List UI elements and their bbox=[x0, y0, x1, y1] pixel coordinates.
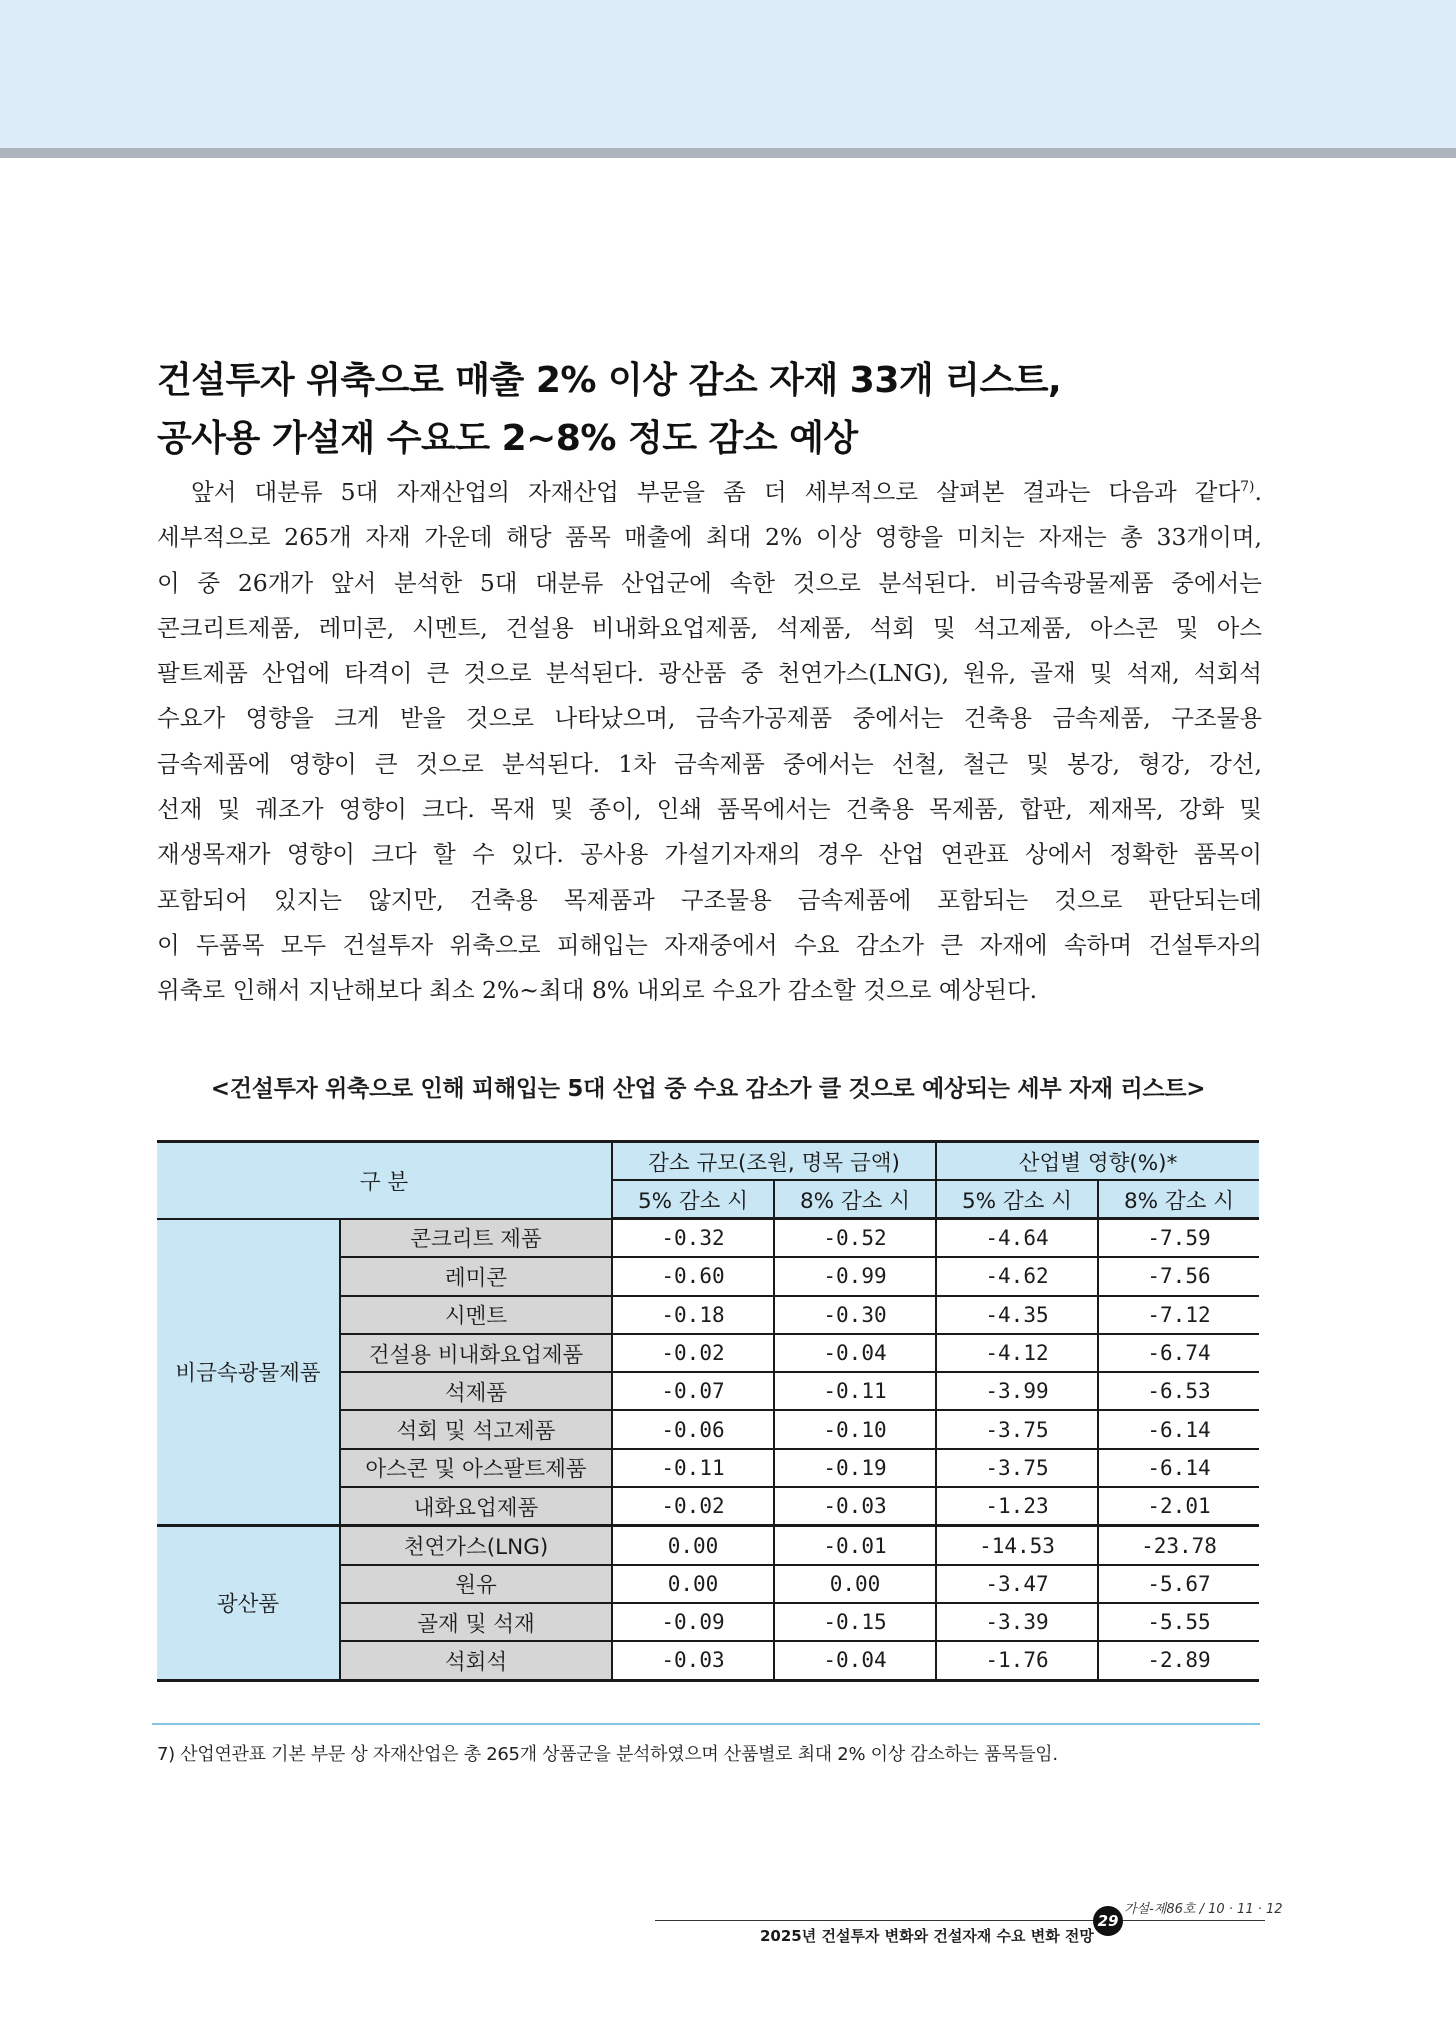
value-cell: -4.64 bbox=[936, 1219, 1098, 1258]
value-cell: -0.11 bbox=[612, 1449, 774, 1487]
journal-label: 가설-제86호 / 10 · 11 · 12 bbox=[1124, 1902, 1283, 1917]
item-name-cell: 석제품 bbox=[340, 1372, 612, 1410]
value-cell: -0.02 bbox=[612, 1487, 774, 1526]
subheader-5pct: 5% 감소 시 bbox=[612, 1180, 774, 1219]
value-cell: -0.03 bbox=[612, 1641, 774, 1680]
value-cell: -14.53 bbox=[936, 1526, 1098, 1565]
value-cell: -7.56 bbox=[1098, 1257, 1259, 1295]
group-name-cell: 비금속광물제품 bbox=[157, 1219, 340, 1526]
material-table bbox=[157, 1140, 1259, 1682]
item-name-cell: 시멘트 bbox=[340, 1296, 612, 1334]
item-name-cell: 석회석 bbox=[340, 1641, 612, 1680]
value-cell: -0.99 bbox=[774, 1257, 936, 1295]
value-cell: -4.12 bbox=[936, 1334, 1098, 1372]
value-cell: -0.01 bbox=[774, 1526, 936, 1565]
body-line: 팔트제품 산업에 타격이 큰 것으로 분석된다. 광산품 중 천연가스(LNG), 원유, 골재 및 석재, 석회석 bbox=[157, 659, 1262, 688]
value-cell: -0.03 bbox=[774, 1487, 936, 1526]
header-rule bbox=[0, 148, 1456, 158]
value-cell: -0.10 bbox=[774, 1410, 936, 1448]
header-industry-impact: 산업별 영향(%)* bbox=[936, 1142, 1259, 1181]
heading-line-1: 건설투자 위축으로 매출 2% 이상 감소 자재 33개 리스트, bbox=[157, 360, 1062, 401]
header-band bbox=[0, 0, 1456, 148]
value-cell: -0.11 bbox=[774, 1372, 936, 1410]
value-cell: -3.99 bbox=[936, 1372, 1098, 1410]
value-cell: -1.23 bbox=[936, 1487, 1098, 1526]
article-title: 2025년 건설투자 변화와 건설자재 수요 변화 전망 bbox=[760, 1927, 1094, 1945]
value-cell: -0.32 bbox=[612, 1219, 774, 1258]
body-line: 포함되어 있지는 않지만, 건축용 목제품과 구조물용 금속제품에 포함되는 것으로 판단되는데 bbox=[157, 885, 1262, 914]
value-cell: -4.62 bbox=[936, 1257, 1098, 1295]
value-cell: -7.12 bbox=[1098, 1296, 1259, 1334]
value-cell: -6.53 bbox=[1098, 1372, 1259, 1410]
header-reduction-scale: 감소 규모(조원, 명목 금액) bbox=[612, 1142, 936, 1181]
value-cell: -6.14 bbox=[1098, 1410, 1259, 1448]
value-cell: -2.89 bbox=[1098, 1641, 1259, 1680]
body-line: 선재 및 궤조가 영향이 크다. 목재 및 종이, 인쇄 품목에서는 건축용 목제품, 합판, 제재목, 강화 및 bbox=[157, 795, 1262, 824]
group-name-cell: 광산품 bbox=[157, 1526, 340, 1680]
value-cell: -0.52 bbox=[774, 1219, 936, 1258]
footnote-divider bbox=[152, 1723, 1260, 1725]
section-heading bbox=[157, 352, 1317, 468]
value-cell: -7.59 bbox=[1098, 1219, 1259, 1258]
value-cell: -5.67 bbox=[1098, 1565, 1259, 1603]
value-cell: -0.02 bbox=[612, 1334, 774, 1372]
item-name-cell: 콘크리트 제품 bbox=[340, 1219, 612, 1258]
header-category: 구 분 bbox=[157, 1142, 612, 1219]
value-cell: -0.06 bbox=[612, 1410, 774, 1448]
body-paragraph bbox=[157, 470, 1262, 1014]
item-name-cell: 레미콘 bbox=[340, 1257, 612, 1295]
table-header-row bbox=[157, 1142, 1259, 1181]
value-cell: 0.00 bbox=[612, 1526, 774, 1565]
body-line: 수요가 영향을 크게 받을 것으로 나타났으며, 금속가공제품 중에서는 건축용 금속제품, 구조물용 bbox=[157, 704, 1262, 733]
item-name-cell: 원유 bbox=[340, 1565, 612, 1603]
item-name-cell: 아스콘 및 아스팔트제품 bbox=[340, 1449, 612, 1487]
value-cell: -0.18 bbox=[612, 1296, 774, 1334]
value-cell: -3.75 bbox=[936, 1410, 1098, 1448]
subheader-8pct: 8% 감소 시 bbox=[774, 1180, 936, 1219]
table-body bbox=[157, 1219, 1259, 1681]
body-line: 콘크리트제품, 레미콘, 시멘트, 건설용 비내화요업제품, 석제품, 석회 및 석고제품, 아스콘 및 아스 bbox=[157, 613, 1262, 642]
value-cell: -3.47 bbox=[936, 1565, 1098, 1603]
body-line: 위축로 인해서 지난해보다 최소 2%~최대 8% 내외로 수요가 감소할 것으로 예상된다. bbox=[157, 976, 1038, 1005]
value-cell: -0.04 bbox=[774, 1334, 936, 1372]
footer-rule bbox=[655, 1920, 1265, 1921]
value-cell: -0.09 bbox=[612, 1603, 774, 1641]
value-cell: -2.01 bbox=[1098, 1487, 1259, 1526]
value-cell: -0.04 bbox=[774, 1641, 936, 1680]
subheader-8pct: 8% 감소 시 bbox=[1098, 1180, 1259, 1219]
value-cell: 0.00 bbox=[612, 1565, 774, 1603]
table-caption: <건설투자 위축으로 인해 피해입는 5대 산업 중 수요 감소가 클 것으로 예상되는 세부 자재 리스트> bbox=[210, 1076, 1206, 1102]
value-cell: -6.14 bbox=[1098, 1449, 1259, 1487]
footnote-mark: 7) bbox=[1240, 479, 1255, 496]
table-row bbox=[157, 1526, 1259, 1565]
body-line: 금속제품에 영향이 큰 것으로 분석된다. 1차 금속제품 중에서는 선철, 철근 및 봉강, 형강, 강선, bbox=[157, 749, 1262, 778]
value-cell: -0.15 bbox=[774, 1603, 936, 1641]
value-cell: -23.78 bbox=[1098, 1526, 1259, 1565]
body-line: 재생목재가 영향이 크다 할 수 있다. 공사용 가설기자재의 경우 산업 연관표 상에서 정확한 품목이 bbox=[157, 840, 1262, 869]
value-cell: -4.35 bbox=[936, 1296, 1098, 1334]
subheader-5pct: 5% 감소 시 bbox=[936, 1180, 1098, 1219]
value-cell: -3.75 bbox=[936, 1449, 1098, 1487]
value-cell: 0.00 bbox=[774, 1565, 936, 1603]
item-name-cell: 석회 및 석고제품 bbox=[340, 1410, 612, 1448]
body-line: 세부적으로 265개 자재 가운데 해당 품목 매출에 최대 2% 이상 영향을 미치는 자재는 총 33개이며, bbox=[157, 523, 1262, 552]
value-cell: -0.19 bbox=[774, 1449, 936, 1487]
value-cell: -6.74 bbox=[1098, 1334, 1259, 1372]
body-line: 이 두품목 모두 건설투자 위축으로 피해입는 자재중에서 수요 감소가 큰 자재에 속하며 건설투자의 bbox=[157, 930, 1262, 959]
item-name-cell: 내화요업제품 bbox=[340, 1487, 612, 1526]
value-cell: -0.30 bbox=[774, 1296, 936, 1334]
value-cell: -0.07 bbox=[612, 1372, 774, 1410]
value-cell: -0.60 bbox=[612, 1257, 774, 1295]
item-name-cell: 골재 및 석재 bbox=[340, 1603, 612, 1641]
body-line: 앞서 대분류 5대 자재산업의 자재산업 부문을 좀 더 세부적으로 살펴본 결과는 다음과 같다$^{7)}$. bbox=[191, 478, 1262, 506]
value-cell: -5.55 bbox=[1098, 1603, 1259, 1641]
value-cell: -3.39 bbox=[936, 1603, 1098, 1641]
value-cell: -1.76 bbox=[936, 1641, 1098, 1680]
item-name-cell: 천연가스(LNG) bbox=[340, 1526, 612, 1565]
heading-line-2: 공사용 가설재 수요도 2~8% 정도 감소 예상 bbox=[157, 418, 858, 459]
page-number: 29 bbox=[1093, 1906, 1123, 1936]
table-row bbox=[157, 1219, 1259, 1258]
item-name-cell: 건설용 비내화요업제품 bbox=[340, 1334, 612, 1372]
footnote: 7) 산업연관표 기본 부문 상 자재산업은 총 265개 상품군을 분석하였으며 산품별로 최대 2% 이상 감소하는 품목들임. bbox=[157, 1744, 1058, 1765]
body-line: 이 중 26개가 앞서 분석한 5대 대분류 산업군에 속한 것으로 분석된다. 비금속광물제품 중에서는 bbox=[157, 568, 1262, 597]
